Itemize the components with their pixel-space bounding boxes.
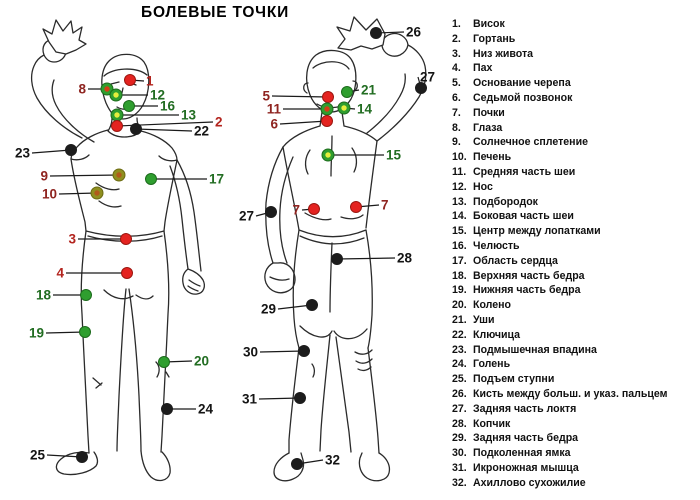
pain-point-dot-32 [292,459,303,470]
pain-point-number: 31 [241,391,257,407]
legend-item-label: Солнечное сплетение [473,136,588,149]
pain-point-dot-22 [131,124,142,135]
legend-item-label: Ключица [473,328,521,341]
pain-point-dot-2 [112,121,123,132]
pain-point-number: 17 [209,171,225,187]
pain-point-number: 32 [325,452,341,468]
pain-point-dot-center [341,105,346,110]
legend-item [452,283,667,298]
pain-point-leader-line [136,129,192,131]
legend-item-label: Колено [473,299,512,312]
pain-point-dot-19 [80,327,91,338]
pain-point-number: 12 [150,87,166,103]
legend-item-label: Верхняя часть бедра [473,269,585,282]
legend-item-number: 25. [452,373,467,386]
pain-point-number: 1 [146,73,154,89]
legend-item-number: 6. [452,91,461,104]
front-torso [71,155,177,241]
legend-item-label: Ахиллово сухожилие [473,476,586,489]
pain-point-number: 22 [194,123,210,139]
page-title: БОЛЕВЫЕ ТОЧКИ [141,4,290,21]
legend-item [452,17,667,32]
legend-item [452,269,667,284]
legend-item-label: Уши [473,313,495,326]
pain-point-number: 23 [14,145,30,161]
legend-item-label: Пах [473,62,493,75]
legend-item-label: Глаза [473,121,503,134]
pain-point-number: 7 [292,202,300,218]
pain-point-dot-3 [121,234,132,245]
legend-item-label: Кисть между больш. и указ. пальцем [473,387,668,400]
legend-item-label: Центр между лопатками [473,225,601,238]
legend-item-number: 19. [452,284,467,297]
legend-item [452,313,667,328]
legend-item-number: 7. [452,106,461,119]
legend-item-number: 3. [452,47,461,60]
legend-item [452,135,667,150]
legend-item-label: Подъем ступни [473,373,555,386]
legend-item [452,76,667,91]
legend-item-number: 16. [452,239,467,252]
pain-point-number: 28 [397,250,413,266]
pain-point-dot-center [114,112,119,117]
legend-item-label: Икроножная мышца [473,461,579,474]
legend-item [452,61,667,76]
pain-points-layer [15,25,435,470]
legend-item-label: Копчик [473,417,511,430]
legend-item-number: 24. [452,358,467,371]
legend-item-number: 4. [452,62,461,75]
legend-item-number: 23. [452,343,467,356]
legend-item-label: Задняя часть бедра [473,432,579,445]
legend-item [452,387,667,402]
legend-item-label: Подбородок [473,195,538,208]
legend-item-number: 26. [452,387,467,400]
legend-item [452,91,667,106]
pain-point-number: 16 [160,98,176,114]
pain-point-dot-27 [266,207,277,218]
legend-item [452,195,667,210]
pain-point-number: 4 [56,265,64,281]
legend-item-number: 10. [452,151,467,164]
pain-point-dot-center [113,92,118,97]
pain-point-number: 27 [238,208,254,224]
legend-item [452,431,667,446]
legend-item-number: 15. [452,225,467,238]
legend-item-label: Гортань [473,32,516,45]
pain-point-dot-31 [295,393,306,404]
legend-item [452,254,667,269]
legend-item-label: Основание черепа [473,77,571,90]
pain-point-number: 29 [260,301,276,317]
legend-item [452,357,667,372]
legend-item-number: 18. [452,269,467,282]
back-hips [293,230,372,348]
pain-point-number: 18 [35,287,51,303]
legend-item-label: Печень [473,151,512,164]
legend-item-label: Седьмой позвонок [473,91,573,104]
pain-point-dot-7 [351,202,362,213]
pain-point-dot-center [116,172,121,177]
legend-item [452,402,667,417]
legend-item-number: 14. [452,210,467,223]
legend-item-label: Подколенная ямка [473,447,571,460]
legend-item [452,209,667,224]
pain-point-dot-center [94,190,99,195]
legend-item-label: Челюсть [473,239,520,252]
legend-item-number: 31. [452,461,467,474]
legend-item-number: 17. [452,254,467,267]
pain-point-number: 20 [194,353,210,369]
legend-item [452,180,667,195]
legend-item [452,32,667,47]
legend-item [452,343,667,358]
legend-item-number: 11. [452,165,467,178]
legend-item [452,328,667,343]
pain-point-number: 7 [381,197,389,213]
pain-point-dot-center [325,152,330,157]
pain-point-number: 19 [28,325,44,341]
pain-point-number: 15 [386,147,402,163]
legend-item [452,372,667,387]
pain-point-number: 6 [270,116,278,132]
legend-item [452,165,667,180]
legend-list [452,17,667,491]
pain-point-dot-26 [371,28,382,39]
legend-item [452,106,667,121]
pain-point-leader-line [337,258,395,259]
legend-item-label: Висок [473,18,505,30]
legend-item-number: 30. [452,447,467,460]
pain-point-dot-center [324,106,329,111]
front-hand [183,269,205,294]
legend-item-number: 2. [452,32,461,45]
pain-point-dot-24 [162,404,173,415]
pain-point-dot-6 [322,116,333,127]
legend-item-label: Голень [473,358,511,371]
pain-point-dot-30 [299,346,310,357]
pain-point-dot-center [104,86,109,91]
pain-point-dot-16 [124,101,135,112]
pain-point-number: 30 [242,344,258,360]
legend-item-number: 12. [452,180,467,193]
back-hand [382,34,408,57]
legend-item [452,298,667,313]
legend-item [452,461,667,476]
back-fist [265,263,295,293]
legend-item [452,150,667,165]
pain-point-dot-1 [125,75,136,86]
legend-item-label: Низ живота [473,47,534,60]
legend-item [452,224,667,239]
legend-item [452,121,667,136]
pain-point-number: 10 [41,186,57,202]
legend-item-number: 32. [452,476,467,489]
pain-point-number: 27 [420,69,436,85]
back-head [307,50,356,112]
pain-point-number: 21 [361,82,377,98]
legend-item [452,47,667,62]
legend-item-number: 22. [452,328,467,341]
pain-point-number: 25 [29,447,45,463]
legend-item-number: 29. [452,432,467,445]
front-legs [81,231,169,453]
pain-point-dot-7 [309,204,320,215]
pain-point-dot-20 [159,357,170,368]
legend-item [452,417,667,432]
front-feet [56,451,170,480]
legend-item-number: 8. [452,121,461,134]
pain-point-dot-4 [122,268,133,279]
legend-item-number: 1. [452,18,461,30]
pain-point-number: 11 [266,101,281,117]
legend-item-label: Задняя часть локтя [473,402,577,415]
pain-point-number: 2 [215,114,223,130]
pain-point-dot-18 [81,290,92,301]
front-raised-arm [32,55,94,142]
pain-point-number: 24 [198,401,214,417]
legend-item-label: Подмышечная впадина [473,343,597,356]
pain-point-number: 5 [262,88,270,104]
pain-point-dot-25 [77,452,88,463]
pain-point-leader-line [260,351,304,352]
pain-point-dot-29 [307,300,318,311]
pain-point-number: 3 [68,231,76,247]
pain-point-number: 9 [40,168,48,184]
legend-item [452,476,667,491]
legend-item-number: 20. [452,299,467,312]
legend-item-label: Почки [473,106,505,119]
pain-point-dot-5 [323,92,334,103]
legend-item [452,239,667,254]
legend-item-number: 28. [452,417,467,430]
legend-item-number: 5. [452,77,461,90]
legend-item-number: 21. [452,313,467,326]
legend-item-number: 13. [452,195,467,208]
pain-point-number: 13 [181,107,197,123]
legend-item-label: Нос [473,180,493,193]
pain-point-dot-21 [342,87,353,98]
pain-point-dot-23 [66,145,77,156]
pain-point-dot-28 [332,254,343,265]
pain-point-leader-line [259,398,300,399]
legend-item-number: 27. [452,402,467,415]
legend-item [452,446,667,461]
pain-point-number: 14 [357,101,373,117]
pain-point-dot-17 [146,174,157,185]
legend-item-label: Боковая часть шеи [473,210,574,223]
legend-item-number: 9. [452,136,461,149]
legend-item-label: Область сердца [473,254,558,267]
pain-point-number: 26 [406,24,422,40]
pain-point-number: 8 [78,81,86,97]
legend-item-label: Средняя часть шеи [473,165,576,178]
legend-item-label: Нижняя часть бедра [473,284,581,297]
pain-point-leader-line [50,175,119,176]
